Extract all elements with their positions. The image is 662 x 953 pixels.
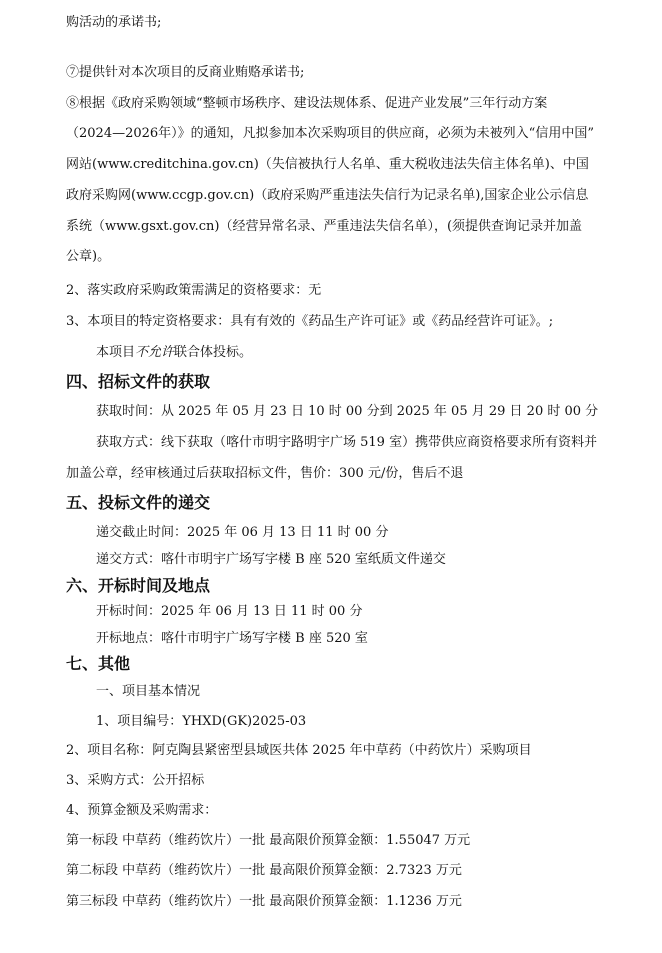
text-line: 获取方式：线下获取（喀什市明宇路明宇广场 519 室）携带供应商资格要求所有资料并: [96, 435, 598, 450]
section-heading: 七、其他: [66, 654, 131, 673]
consortium-note: [96, 344, 252, 362]
text-line: 加盖公章，经审核通过后获取招标文件，售价：300 元/份，售后不退: [66, 466, 464, 481]
text-line: 公章)。: [66, 249, 111, 264]
section-heading: 四、招标文件的获取: [66, 372, 211, 391]
text-line: 一、项目基本情况: [96, 684, 201, 699]
text-line: 3、本项目的特定资格要求：具有有效的《药品生产许可证》或《药品经营许可证》。;: [66, 314, 554, 329]
text-line: 2、落实政府采购政策需满足的资格要求：无: [66, 283, 322, 298]
text-line: ⑦提供针对本次项目的反商业贿赂承诺书;: [66, 65, 305, 80]
text-line: 3、采购方式：公开招标: [66, 773, 205, 788]
text-line: ⑧根据《政府采购领域“整顿市场秩序、建设法规体系、促进产业发展”三年行动方案: [66, 96, 548, 111]
emphasis-text: 不允许: [135, 345, 175, 360]
text-line: 开标时间：2025 年 06 月 13 日 11 时 00 分: [96, 604, 363, 619]
lot-line: 第三标段 中草药（维药饮片）一批 最高限价预算金额：1.1236 万元: [66, 894, 462, 909]
text-line: （2024—2026年）》的通知，凡拟参加本次采购项目的供应商，必须为未被列入“信用中国”: [66, 126, 594, 141]
lot-line: 第一标段 中草药（维药饮片）一批 最高限价预算金额：1.55047 万元: [66, 833, 471, 848]
text-line: 1、项目编号：YHXD(GK)2025-03: [96, 714, 307, 729]
text-line: 购活动的承诺书;: [66, 15, 162, 30]
section-heading: 六、开标时间及地点: [66, 576, 211, 595]
text-line: 递交方式：喀什市明宇广场写字楼 B 座 520 室纸质文件递交: [96, 552, 446, 567]
text-line: 2、项目名称：阿克陶县紧密型县域医共体 2025 年中草药（中药饮片）采购项目: [66, 743, 532, 758]
text-line: 政府采购网(www.ccgp.gov.cn)（政府采购严重违法失信行为记录名单),国家企业公示信息: [66, 188, 589, 203]
text-line: 4、预算金额及采购需求：: [66, 803, 218, 818]
text-line: 网站(www.creditchina.gov.cn)（失信被执行人名单、重大税收违法失信主体名单)、中国: [66, 157, 589, 172]
text-span: 联合体投标。: [174, 345, 253, 360]
text-line: 开标地点：喀什市明宇广场写字楼 B 座 520 室: [96, 631, 368, 646]
section-heading: 五、投标文件的递交: [66, 493, 211, 512]
text-line: 递交截止时间：2025 年 06 月 13 日 11 时 00 分: [96, 525, 389, 540]
text-line: 系统（www.gsxt.gov.cn)（经营异常名录、严重违法失信名单），(须提供查询记录并加盖: [66, 219, 583, 234]
text-line: 获取时间：从 2025 年 05 月 23 日 10 时 00 分到 2025 年 05 月 29 日 20 时 00 分: [96, 404, 599, 419]
lot-line: 第二标段 中草药（维药饮片）一批 最高限价预算金额：2.7323 万元: [66, 863, 462, 878]
text-span: 本项目: [96, 345, 136, 360]
